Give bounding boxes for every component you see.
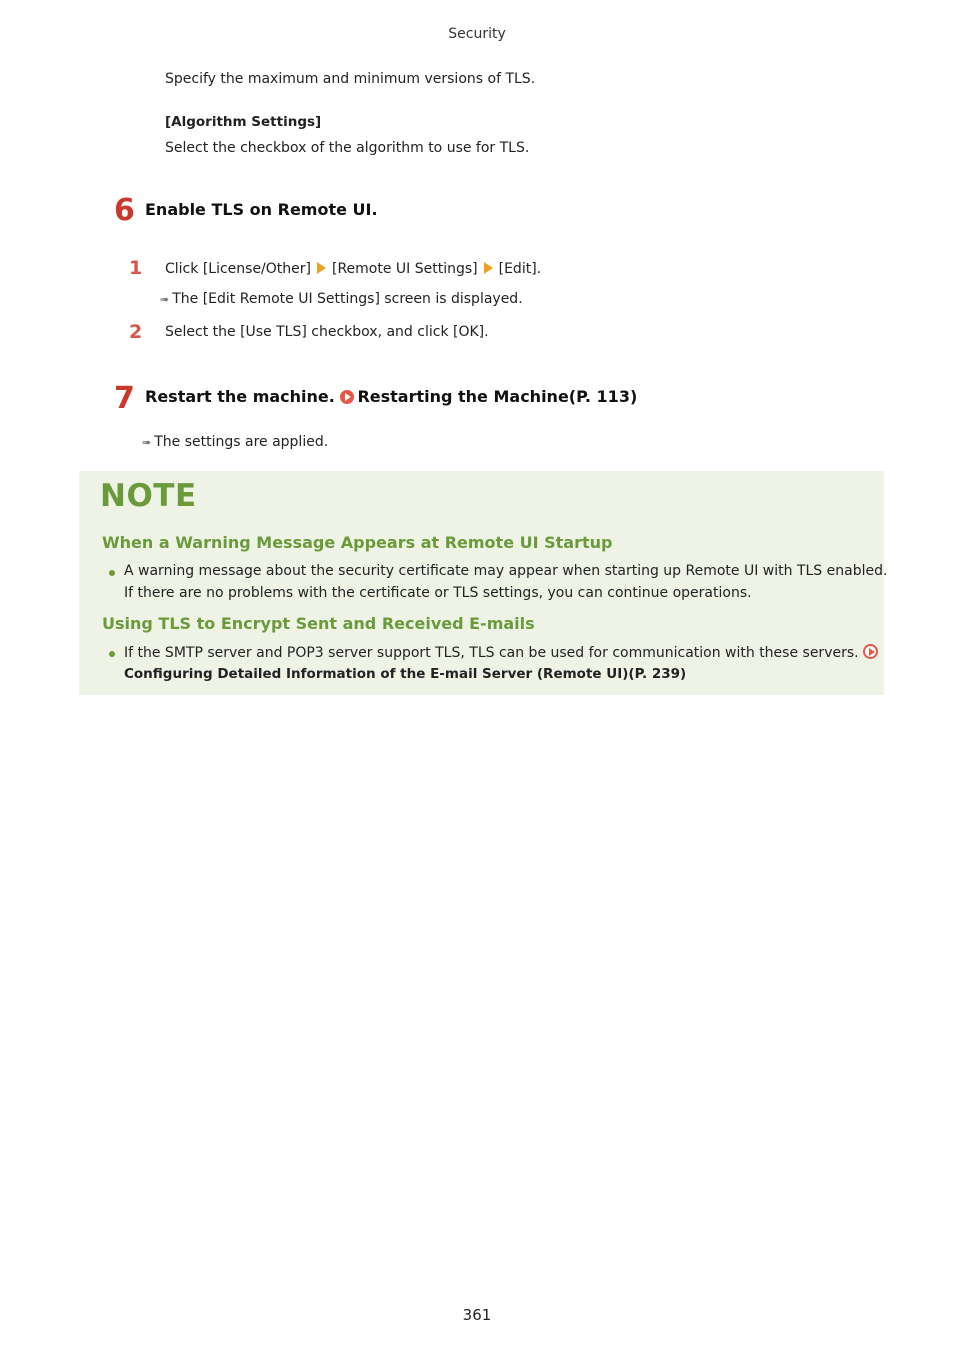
- note-email-line-1: [124, 644, 881, 661]
- tls-version-text: Specify the maximum and minimum versions of TLS.: [165, 71, 536, 87]
- substep-1-result-text: The [Edit Remote UI Settings] screen is displayed.: [172, 291, 523, 307]
- path-arrow-icon: [317, 262, 326, 274]
- result-arrow-icon: ➠: [142, 436, 151, 449]
- menu-path-license-other: [License/Other]: [202, 261, 311, 277]
- step-6-number: 6: [114, 193, 135, 228]
- step-7-result: [142, 434, 328, 450]
- email-server-config-link[interactable]: Configuring Detailed Information of the E-mail Server (Remote UI)(P. 239): [124, 666, 687, 682]
- restart-machine-link[interactable]: [340, 387, 637, 406]
- note-email-line-1-text: If the SMTP server and POP3 server support TLS, TLS can be used for communication with these servers.: [124, 645, 859, 661]
- page-number: 361: [462, 1306, 492, 1324]
- substep-1-text: [165, 261, 541, 277]
- note-title: NOTE: [100, 478, 197, 514]
- algorithm-settings-heading: [Algorithm Settings]: [165, 114, 322, 130]
- restart-machine-link-text[interactable]: Restarting the Machine(P. 113): [357, 387, 638, 406]
- note-warning-line-2: If there are no problems with the certificate or TLS settings, you can continue operations.: [124, 585, 752, 601]
- link-arrow-icon: [863, 644, 878, 659]
- section-header: Security: [448, 26, 506, 42]
- note-warning-line-1: A warning message about the security certificate may appear when starting up Remote UI with TLS enabled.: [124, 563, 888, 579]
- click-prefix: Click: [165, 261, 199, 277]
- substep-1-result: [160, 291, 523, 307]
- substep-2-number: 2: [129, 321, 143, 343]
- path-arrow-icon: [484, 262, 493, 274]
- note-box: [79, 471, 884, 695]
- step-7-title-text: Restart the machine.: [145, 387, 335, 406]
- step-6-title: Enable TLS on Remote UI.: [145, 200, 378, 219]
- link-arrow-icon: [340, 390, 354, 404]
- bullet-icon: [109, 570, 115, 576]
- step-7-number: 7: [114, 381, 135, 416]
- note-heading-tls-email: Using TLS to Encrypt Sent and Received E-mails: [102, 614, 535, 633]
- result-arrow-icon: ➠: [160, 293, 169, 306]
- substep-1-number: 1: [129, 257, 143, 279]
- substep-2-text: Select the [Use TLS] checkbox, and click [OK].: [165, 324, 489, 340]
- step-7-result-text: The settings are applied.: [154, 434, 329, 450]
- note-heading-warning-message: When a Warning Message Appears at Remote UI Startup: [102, 533, 613, 552]
- step-7-title: [145, 387, 637, 406]
- menu-path-edit: [Edit].: [498, 261, 542, 277]
- algorithm-settings-text: Select the checkbox of the algorithm to use for TLS.: [165, 140, 530, 156]
- bullet-icon: [109, 651, 115, 657]
- menu-path-remote-ui-settings: [Remote UI Settings]: [331, 261, 478, 277]
